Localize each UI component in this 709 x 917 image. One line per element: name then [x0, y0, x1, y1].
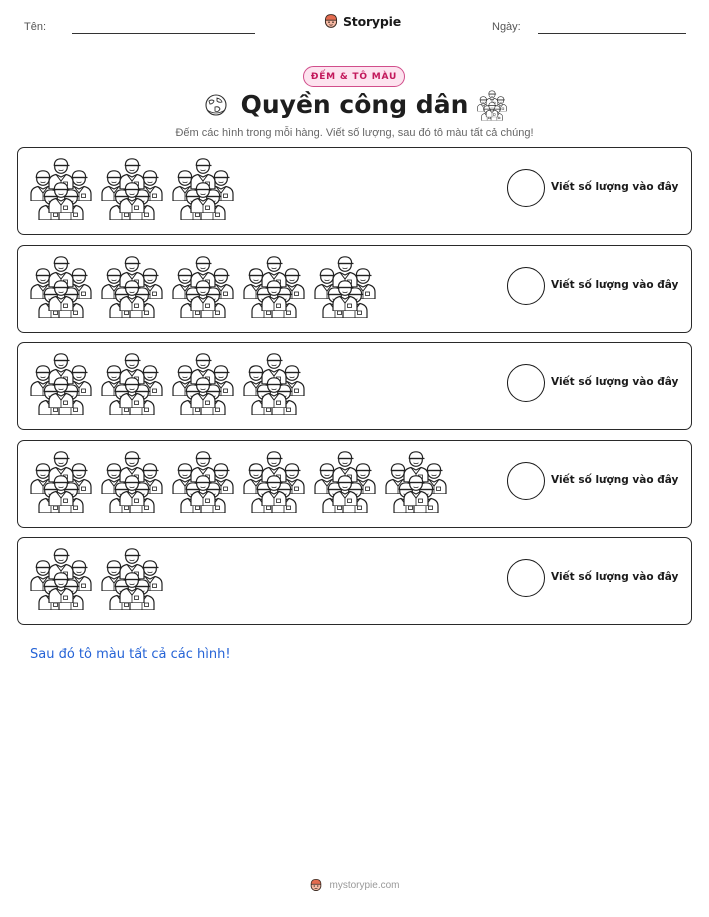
- footer-url: mystorypie.com: [329, 879, 400, 891]
- answer-circle[interactable]: [507, 267, 545, 305]
- answer-label: Viết số lượng vào đây: [551, 571, 679, 583]
- citizens-group-icon[interactable]: [172, 448, 234, 514]
- answer-label: Viết số lượng vào đây: [551, 473, 679, 486]
- citizens-group-icon[interactable]: [172, 253, 234, 319]
- worksheet-type-badge: ĐẾM & TÔ MÀU: [303, 66, 405, 87]
- answer-label: Viết số lượng vào đây: [551, 278, 679, 291]
- count-row: [17, 245, 692, 333]
- citizens-group-icon[interactable]: [30, 448, 92, 514]
- answer-circle[interactable]: [507, 462, 545, 500]
- citizens-group-icon[interactable]: [101, 545, 163, 611]
- count-row: [17, 440, 692, 528]
- citizens-group-icon[interactable]: [314, 253, 376, 319]
- count-row: [17, 147, 692, 235]
- citizens-group-icon[interactable]: [243, 350, 305, 416]
- answer-circle[interactable]: [507, 169, 545, 207]
- figure-group: [30, 350, 305, 416]
- citizens-group-icon[interactable]: [101, 155, 163, 221]
- answer-label: Viết số lượng vào đây: [551, 376, 679, 388]
- answer-circle[interactable]: [507, 364, 545, 402]
- figure-group: [30, 448, 447, 514]
- answer-circle[interactable]: [507, 559, 545, 597]
- storypie-mascot-icon: [323, 13, 339, 29]
- citizens-group-icon[interactable]: [172, 155, 234, 221]
- figure-group: [30, 253, 376, 319]
- citizens-group-icon[interactable]: [243, 448, 305, 514]
- figure-group: [30, 545, 163, 611]
- crowd-icon: [476, 89, 508, 121]
- citizens-group-icon[interactable]: [385, 448, 447, 514]
- citizens-group-icon[interactable]: [172, 350, 234, 416]
- citizens-group-icon[interactable]: [243, 253, 305, 319]
- citizens-group-icon[interactable]: [101, 253, 163, 319]
- page-title: Quyền công dân: [240, 90, 469, 119]
- citizens-group-icon[interactable]: [30, 545, 92, 611]
- name-label: Tên:: [24, 21, 47, 33]
- date-label: Ngày:: [492, 21, 521, 33]
- footer: [0, 878, 709, 892]
- count-row: [17, 342, 692, 430]
- citizens-group-icon[interactable]: [30, 155, 92, 221]
- citizens-group-icon[interactable]: [101, 448, 163, 514]
- citizens-group-icon[interactable]: [101, 350, 163, 416]
- count-row: [17, 537, 692, 625]
- citizens-group-icon[interactable]: [314, 448, 376, 514]
- name-line[interactable]: [72, 33, 255, 34]
- storypie-mascot-icon: [309, 878, 323, 892]
- citizens-group-icon[interactable]: [30, 350, 92, 416]
- answer-label: Viết số lượng vào đây: [551, 181, 679, 193]
- citizens-group-icon[interactable]: [30, 253, 92, 319]
- coloring-instruction: Sau đó tô màu tất cả các hình!: [30, 647, 231, 662]
- date-line[interactable]: [538, 33, 686, 34]
- instructions-subtitle: Đếm các hình trong mỗi hàng. Viết số lượng, sau đó tô màu tất cả chúng!: [175, 127, 534, 139]
- brand-logo: [323, 13, 401, 29]
- figure-group: [30, 155, 234, 221]
- brand-name: Storypie: [343, 13, 401, 29]
